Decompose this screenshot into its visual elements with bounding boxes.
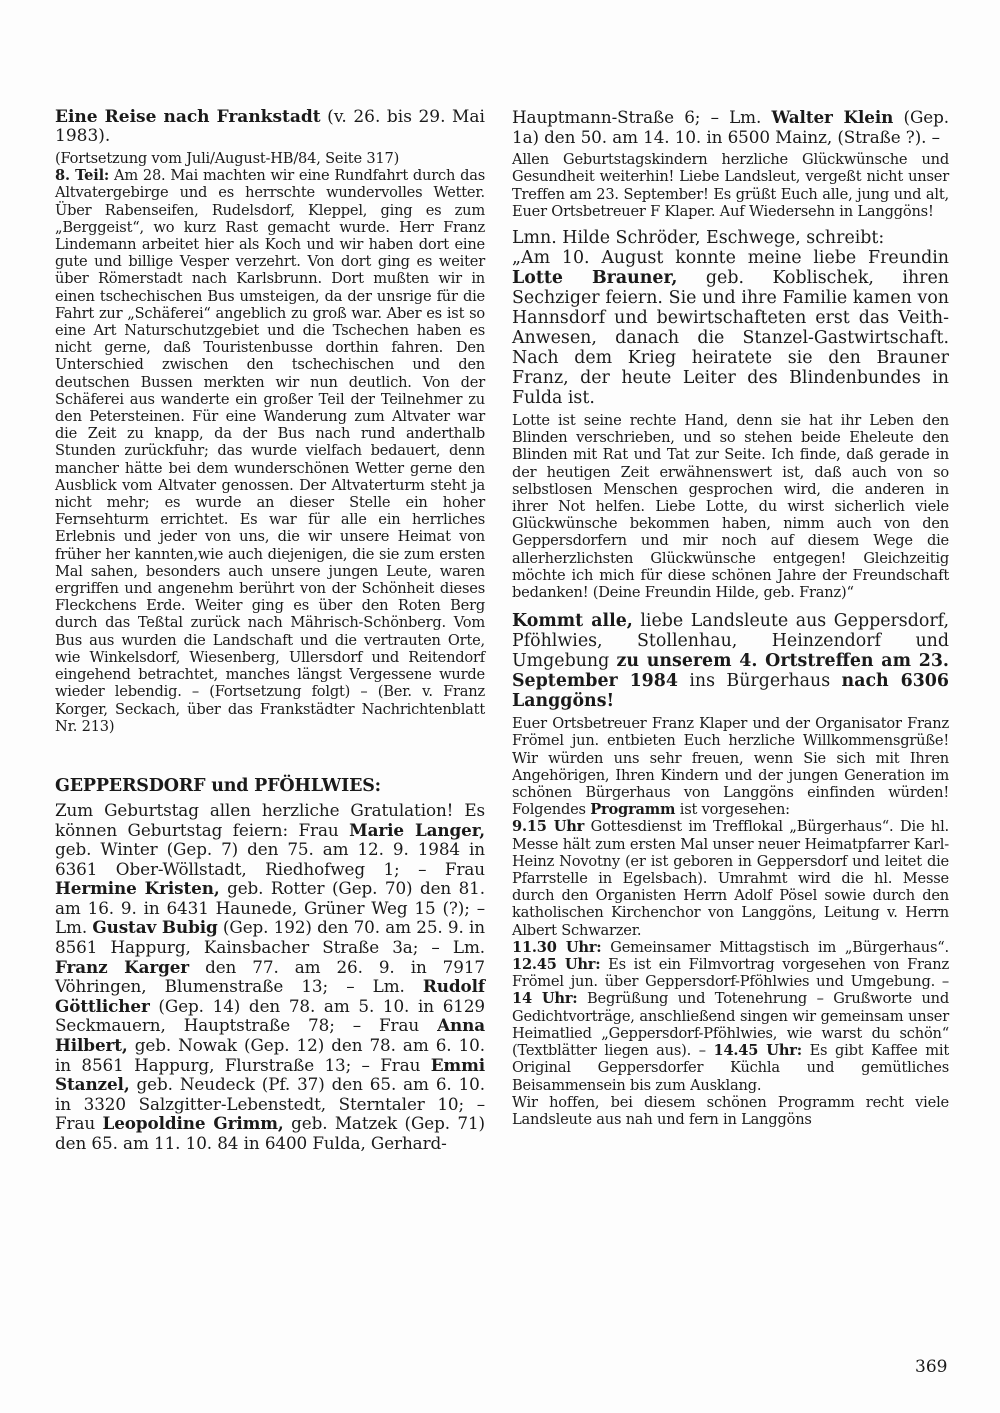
birthday-list (55, 801, 485, 1154)
entry-text: (Gep. 192) den 70. am 25. 9. in 8561 Happurg, Kainsbacher Straße 3a; – Lm. (55, 917, 485, 958)
entry-text: geb. Nowak (Gep. 12) den 78. am 6. 10. in 8561 Happurg, Flurstraße 13; – Frau (55, 1035, 485, 1075)
article-title-bold: Eine Reise nach Frankstadt (55, 107, 321, 127)
part-label: 8. Teil: (55, 167, 110, 185)
wishes-paragraph: Allen Geburtstagskindern herzliche Glückwünsche und Gesundheit weiterhin! Liebe Landsleut, vergeßt nicht unser Treffen am 23. September! Es grüßt Euch alle, jung und alt, Euer Ortsbetreuer F Klaper. Auf Wiedersehn in Langgöns! (512, 151, 949, 220)
quote-text: „Am 10. August konnte meine liebe Freundin (512, 248, 949, 268)
invitation-bold: nach 6306 Langgöns! (512, 671, 950, 712)
program-time: 14.45 Uhr: (713, 1042, 802, 1060)
closing-paragraph: Wir hoffen, bei diesem schönen Programm recht viele Landsleute aus nah und fern in Langgöns (512, 1093, 949, 1128)
name-bold: Walter Klein (771, 107, 894, 127)
program-text: Gemeinsamer Mittagstisch im „Bürgerhaus“. (601, 938, 949, 956)
program-intro (512, 715, 949, 818)
right-column (512, 108, 949, 1128)
entry-text: geb. Neudeck (Pf. 37) den 65. am 6. 10. in 3320 Salzgitter-Lebenstedt, Sterntaler 10; – Frau (55, 1074, 485, 1134)
page-number: 369 (915, 1357, 948, 1377)
birthday-list-continued (512, 108, 949, 147)
invitation-bold: Kommt alle, (512, 611, 633, 632)
program-text: Gottesdienst im Trefflokal „Bürgerhaus“. Die hl. Messe hält zum ersten Mal unser neuer Heimatpfarrer Karl-Heinz Novotny (er ist geboren in Geppersdorf und leitet die Pfarrstelle in Egelsbach). Umrahmt wird die hl. Messe durch den Organisten Herrn Adolf Pösel sowie durch den katholischen Kirchenchor von Langgöns, Leitung v. Herrn Albert Schwarzer. (512, 818, 949, 939)
entry-text: geb. Matzek (Gep. 71) den 65. am 11. 10. 84 in 6400 Fulda, Gerhard- (55, 1113, 485, 1153)
entry-text: den 77. am 26. 9. in 7917 Vöhringen, Blumenstraße 13; – Lm. (55, 956, 485, 997)
name-bold: Franz Karger (55, 956, 190, 977)
letter-quote (512, 248, 949, 408)
entry-text: geb. Winter (Gep. 7) den 75. am 12. 9. 1984 in 6361 Ober-Wöllstadt, Riedhofweg 1; – Frau (55, 839, 485, 879)
article-title-dates: (v. 26. bis 29. Mai 1983). (55, 107, 485, 146)
name-bold: Gustav Bubig (92, 917, 218, 938)
program-time: 14 Uhr: (512, 990, 578, 1008)
program-time: 12.45 Uhr: (512, 956, 601, 974)
invitation-text: ins Bürgerhaus (677, 671, 842, 692)
letter-intro: Lmn. Hilde Schröder, Eschwege, schreibt: (512, 228, 885, 248)
program-text: ist vorgesehen: (675, 801, 790, 819)
entry-text: Hauptmann-Straße 6; – Lm. (512, 107, 772, 127)
program-items-2-5 (512, 939, 949, 1094)
name-bold: Hermine Kristen, (55, 878, 220, 899)
greeting-text: Zum Geburtstag allen herzliche Gratulation! Es können Geburtstag feiern: Frau (55, 799, 485, 840)
continuation-note: (Fortsetzung vom Juli/August-HB/84, Seite 317) (55, 150, 400, 167)
invitation-bold: zu unserem 4. Ortstreffen am 23. September 1984 (512, 651, 949, 692)
entry-text: (Gep. 1a) den 50. am 14. 10. in 6500 Mainz, (Straße ?). – (512, 107, 949, 147)
program-bold: Programm (590, 801, 676, 819)
left-column (55, 108, 485, 1154)
entry-text: (Gep. 14) den 78. am 5. 10. in 6129 Seckmauern, Hauptstraße 78; – Frau (55, 995, 485, 1036)
article-title (55, 108, 485, 146)
article-body-text: Am 28. Mai machten wir eine Rundfahrt durch das Altvatergebirge und es herrschte wundervolles Wetter. Über Rabenseifen, Rudelsdorf, Kleppel, ging es zum „Berggeist“, wo kurz Rast gemacht wurde. Herr Franz Lindemann arbeitet hier als Koch und wir haben dort eine gute und billige Vesper verzehrt. Von dort ging es weiter über Römerstadt nach Karlsbrunn. Dort mußten wir in einen tschechischen Bus umsteigen, da der unsrige für die Fahrt zur „Schäferei“ angeblich zu groß war. Aber es ist so eine Art Naturschutzgebiet und die Tschechen haben es nicht gerne, daß Touristenbusse dorthin fahren. Den Unterschied zwischen den tschechischen und den deutschen Bussen merkten wir nun deutlich. Von der Schäferei aus wanderte ein großer Teil der Teilnehmer zu den Petersteinen. Für eine Wanderung zum Altvater war die Zeit zu knapp, da der Bus nach rund anderthalb Stunden zurückfuhr; das wurde vielfach bedauert, denn mancher hätte bei dem wunderschönen Wetter gerne den Ausblick vom Altvater genossen. Der Altvaterturm steht ja nicht mehr; es wurde an dieser Stelle ein hoher Fernsehturm errichtet. Es war für alle ein herrliches Erlebnis und jeder von uns, die wir unsere Heimat von früher her kannten,wie auch diejenigen, die sie zum ersten Mal sahen, besonders auch unsere jungen Leute, waren ergriffen und angenehm berührt von der Schönheit dieses Fleckchens Erde. Weiter ging es über den Roten Berg durch das Teßtal zurück nach Mährisch-Schönberg. Vom Bus aus wurden die Landschaft und die vertrauten Orte, wie Winkelsdorf, Wiesenberg, Ullersdorf und Reitendorf eingehend betrachtet, manches längst Vergessene wurde wieder lebendig. – (Fortsetzung folgt) – (Ber. v. Franz Korger, Seckach, über das Frankstädter Nachrichtenblatt Nr. 213) (55, 167, 486, 735)
entry-text: geb. Rotter (Gep. 70) den 81. am 16. 9. in 6431 Haunede, Grüner Weg 15 (?); – Lm. (55, 878, 485, 938)
quote-text: geb. Koblischek, ihren Sechziger feiern. Sie und ihre Familie kamen von Hannsdorf und bewirtschafteten erst das Veith-Anwesen, danach die Stanzel-Gastwirtschaft. Nach dem Krieg heiratete sie den Brauner Franz, der heute Leiter des Blindenbundes in Fulda ist. (512, 268, 949, 408)
name-bold: Anna Hilbert, (55, 1015, 485, 1056)
program-text: Euer Ortsbetreuer Franz Klaper und der Organisator Franz Frömel jun. entbieten Euch herzliche Willkommensgrüße! Wir würden uns sehr freuen, wenn Sie sich mit Ihren Angehörigen, Ihren Kindern und der jungen Generation im schönen Bürgerhaus von Langgöns einfinden würden! Folgendes (512, 715, 949, 819)
article-frankstadt (55, 108, 485, 735)
program-time: 11.30 Uhr: (512, 938, 602, 956)
name-bold: Lotte Brauner, (512, 268, 678, 288)
program-time: 9.15 Uhr (512, 818, 585, 836)
program-item-1 (512, 818, 949, 938)
invitation-paragraph (512, 611, 949, 711)
name-bold: Leopoldine Grimm, (102, 1113, 284, 1134)
invitation-text: liebe Landsleute aus Geppersdorf, Pföhlwies, Stollenhau, Heinzendorf und Umgebung (512, 611, 949, 672)
section-heading: GEPPERSDORF und PFÖHLWIES: (55, 775, 381, 796)
name-bold: Marie Langer, (349, 819, 485, 840)
name-bold: Emmi Stanzel, (55, 1054, 485, 1095)
letter-body: Lotte ist seine rechte Hand, denn sie hat ihr Leben den Blinden verschrieben, und so stehen beide Eheleute den Blinden mit Rat und Tat zur Seite. Ich finde, daß gerade in der heutigen Zeit erwähnenswert ist, daß auch von so selbstlosen Menschen gesprochen wird, die anderen in ihrer Not helfen. Liebe Lotte, du wirst sicherlich viele Glückwünsche bekommen haben, nimm auch von den Geppersdorfern und mir noch auf diesem Wege die allerherzlichsten Glückwünsche entgegen! Gleichzeitig möchte ich mich für diese schönen Jahre der Freundschaft bedanken! (Deine Freundin Hilde, geb. Franz)“ (512, 412, 949, 602)
program-text: Es ist ein Filmvortrag vorgesehen von Franz Frömel jun. über Geppersdorf-Pföhlwies und Umgebung. – (512, 956, 949, 991)
name-bold: Rudolf Göttlicher (55, 976, 485, 1016)
program-text: Begrüßung und Totenehrung – Grußworte und Gedichtvorträge, anschließend singen wir gemeinsam unser Heimatlied „Geppersdorf-Pföhlwies, wie warst du schön“ (Textblätter liegen aus). – (512, 990, 950, 1060)
section-geppersdorf (55, 775, 485, 1154)
program-text: Es gibt Kaffee mit Original Geppersdorfer Küchla und gemütliches Beisammensein bis zum Ausklang. (512, 1042, 949, 1094)
article-body (55, 167, 485, 735)
